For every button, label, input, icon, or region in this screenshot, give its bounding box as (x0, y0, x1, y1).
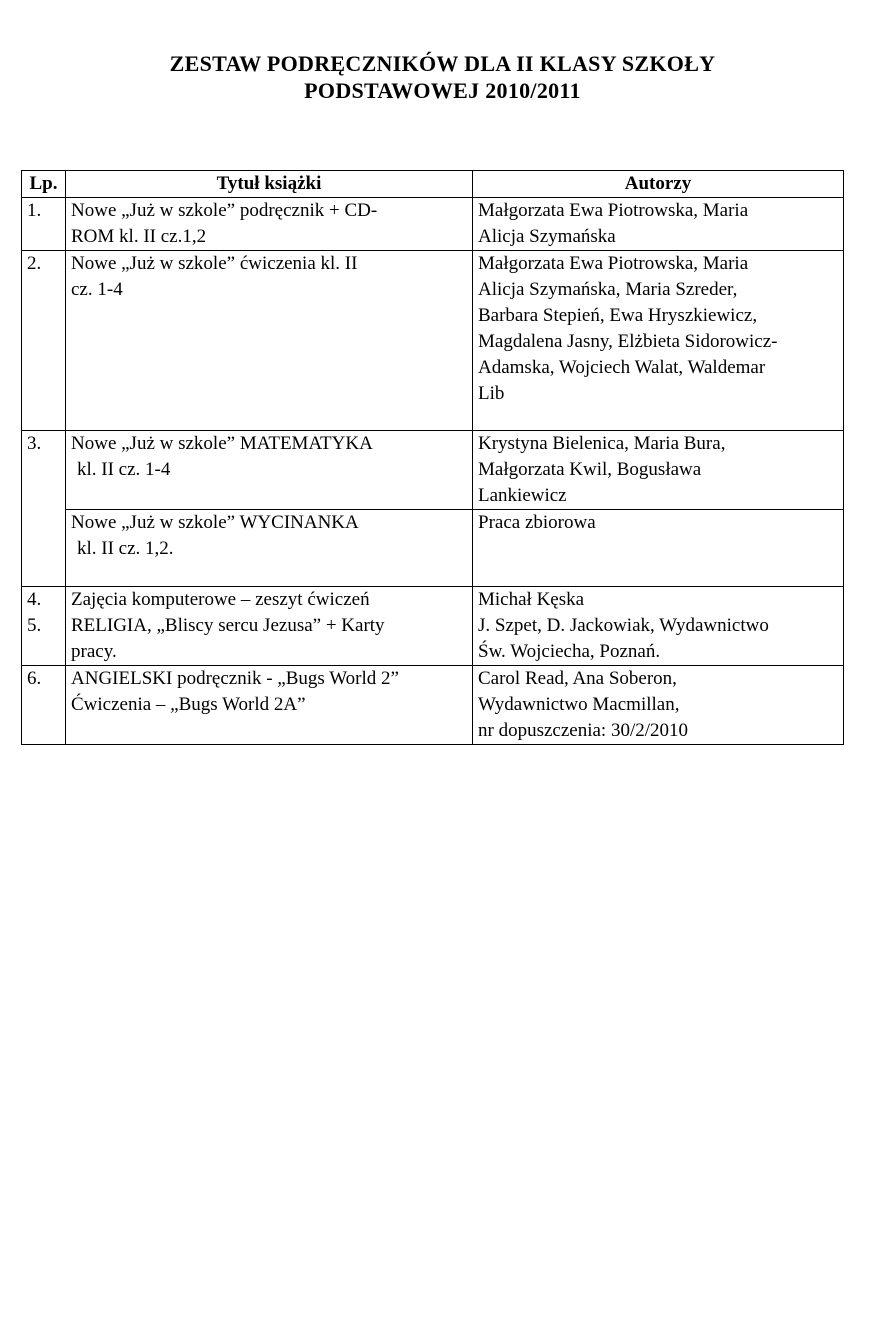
lp-line: 1. (27, 200, 42, 221)
authors-line: Adamska, Wojciech Walat, Waldemar (478, 357, 766, 378)
authors-line: Alicja Szymańska, Maria Szreder, (478, 279, 738, 300)
authors-line: Św. Wojciecha, Poznań. (478, 641, 661, 662)
cell-authors (473, 510, 844, 587)
table-row (22, 198, 844, 251)
title-line: kl. II cz. 1-4 (77, 459, 171, 480)
title-line: cz. 1-4 (71, 279, 123, 300)
table-row (22, 251, 844, 431)
cell-title (66, 198, 473, 251)
lp-line: 2. (27, 253, 42, 274)
title-line: Nowe „Już w szkole” podręcznik + CD- (71, 200, 378, 221)
table-row (22, 666, 844, 745)
document-title (0, 50, 885, 104)
cell-authors (473, 666, 844, 745)
authors-line: Małgorzata Kwil, Bogusława (478, 459, 702, 480)
title-line-1: ZESTAW PODRĘCZNIKÓW DLA II KLASY SZKOŁY (169, 51, 716, 76)
cell-authors (473, 587, 844, 666)
table-header-row (22, 171, 844, 198)
authors-line: Małgorzata Ewa Piotrowska, Maria (478, 200, 749, 221)
textbook-table (21, 170, 844, 745)
cell-title (66, 431, 473, 510)
authors-line: Magdalena Jasny, Elżbieta Sidorowicz- (478, 331, 778, 352)
header-lp: Lp. (22, 171, 66, 198)
authors-line: Małgorzata Ewa Piotrowska, Maria (478, 253, 749, 274)
title-line: RELIGIA, „Bliscy sercu Jezusa” + Karty (71, 615, 385, 636)
authors-line: Carol Read, Ana Soberon, (478, 668, 677, 689)
cell-lp (22, 251, 66, 431)
title-line: pracy. (71, 641, 117, 662)
title-line-2: PODSTAWOWEJ 2010/2011 (304, 78, 581, 103)
authors-line: Wydawnictwo Macmillan, (478, 694, 680, 715)
title-line: Zajęcia komputerowe – zeszyt ćwiczeń (71, 589, 370, 610)
lp-line: 3. (27, 433, 42, 454)
table-row (22, 431, 844, 510)
authors-line: Praca zbiorowa (478, 512, 596, 533)
title-line: kl. II cz. 1,2. (77, 538, 174, 559)
cell-title (66, 510, 473, 587)
title-line: Ćwiczenia – „Bugs World 2A” (71, 694, 306, 715)
authors-line: J. Szpet, D. Jackowiak, Wydawnictwo (478, 615, 769, 636)
title-line: ANGIELSKI podręcznik - „Bugs World 2” (71, 668, 399, 689)
table-row (22, 587, 844, 666)
cell-title (66, 251, 473, 431)
authors-line: Krystyna Bielenica, Maria Bura, (478, 433, 726, 454)
authors-line: Lankiewicz (478, 485, 567, 506)
authors-line: Lib (478, 383, 505, 404)
cell-lp (22, 666, 66, 745)
cell-authors (473, 431, 844, 510)
title-line: ROM kl. II cz.1,2 (71, 226, 207, 247)
cell-lp (22, 198, 66, 251)
header-authors: Autorzy (473, 171, 844, 198)
cell-lp (22, 431, 66, 587)
authors-line: Michał Kęska (478, 589, 585, 610)
cell-authors (473, 198, 844, 251)
cell-title (66, 587, 473, 666)
lp-line: 4. (27, 589, 42, 610)
title-line: Nowe „Już w szkole” ćwiczenia kl. II (71, 253, 358, 274)
lp-line: 5. (27, 615, 42, 636)
table-row (22, 510, 844, 587)
header-title: Tytuł książki (66, 171, 473, 198)
title-line: Nowe „Już w szkole” MATEMATYKA (71, 433, 373, 454)
cell-title (66, 666, 473, 745)
authors-line: Barbara Stepień, Ewa Hryszkiewicz, (478, 305, 758, 326)
lp-line: 6. (27, 668, 42, 689)
authors-line: nr dopuszczenia: 30/2/2010 (478, 720, 689, 741)
cell-lp (22, 587, 66, 666)
cell-authors (473, 251, 844, 431)
title-line: Nowe „Już w szkole” WYCINANKA (71, 512, 359, 533)
authors-line: Alicja Szymańska (478, 226, 616, 247)
